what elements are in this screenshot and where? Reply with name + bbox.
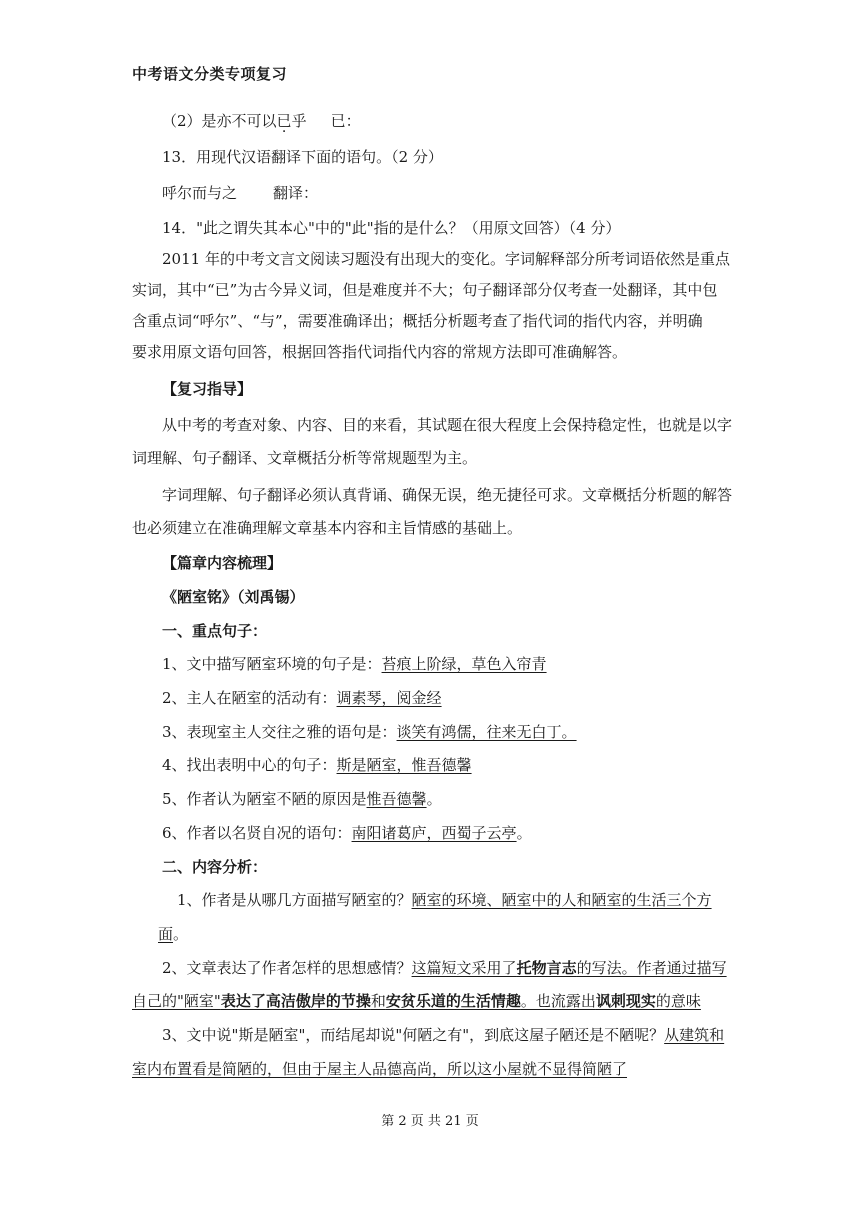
key-sentence-3: 3、表现室主人交往之雅的语句是：谈笑有鸿儒，往来无白丁。	[162, 723, 577, 741]
key-sentence-1: 1、文中描写陋室环境的句子是：苔痕上阶绿，草色入帘青	[162, 655, 547, 673]
guide-p1-line-1: 从中考的考查对象、内容、目的来看，其试题在很大程度上会保持稳定性，也就是以字	[162, 416, 733, 434]
work-title: 《陋室铭》（刘禹锡）	[162, 588, 305, 606]
content-analysis-3-line-2: 室内布置看是简陋的，但由于屋主人品德高尚，所以这小屋就不显得简陋了	[132, 1060, 628, 1078]
analysis-line-1: 2011 年的中考文言文阅读习题没有出现大的变化。字词解释部分所考词语依然是重点	[162, 250, 730, 268]
key-sentence-4: 4、找出表明中心的句子：斯是陋室，惟吾德馨	[162, 756, 472, 774]
key-sentence-2: 2、主人在陋室的活动有：调素琴，阅金经	[162, 689, 442, 707]
content-analysis-2-line-1: 2、文章表达了作者怎样的思想感情？这篇短文采用了托物言志的写法。作者通过描写	[162, 959, 727, 977]
guide-p2-line-2: 也必须建立在准确理解文章基本内容和主旨情感的基础上。	[132, 519, 523, 537]
analysis-line-3: 含重点词“呼尔”、“与”，需要准确译出；概括分析题考查了指代词的指代内容，并明确	[132, 312, 703, 330]
content-analysis-2-line-2: 自己的"陋室"表达了高洁傲岸的节操和安贫乐道的生活情趣。也流露出讽刺现实的意味	[132, 992, 701, 1010]
section-2-heading: 二、内容分析：	[162, 858, 268, 876]
analysis-line-4: 要求用原文语句回答，根据回答指代词指代内容的常规方法即可准确解答。	[132, 343, 628, 361]
section-1-heading: 一、重点句子：	[162, 622, 268, 640]
document-header: 中考语文分类专项复习	[132, 65, 288, 83]
question-14: 14．"此之谓失其本心"中的"此"指的是什么？（用原文回答）（4 分）	[162, 219, 621, 237]
analysis-line-2: 实词，其中“已”为古今异义词，但是难度并不大；句子翻译部分仅考查一处翻译，其中包	[132, 281, 718, 299]
content-analysis-3-line-1: 3、文中说"斯是陋室"，而结尾却说"何陋之有"，到底这屋子陋还是不陋呢？从建筑和	[162, 1026, 725, 1044]
question-13-line: 呼尔而与之 翻译：	[162, 184, 319, 202]
dotted-character: 已	[276, 112, 292, 130]
page-footer: 第 2 页 共 21 页	[381, 1114, 479, 1129]
key-sentence-5: 5、作者认为陋室不陋的原因是惟吾德馨。	[162, 790, 442, 808]
guide-heading: 【复习指导】	[162, 380, 253, 398]
question-13: 13．用现代汉语翻译下面的语句。（2 分）	[162, 148, 443, 166]
content-analysis-1-line-2: 面。	[158, 925, 189, 943]
outline-heading: 【篇章内容梳理】	[162, 554, 283, 572]
content-analysis-1-line-1: 1、作者是从哪几方面描写陋室的？陋室的环境、陋室中的人和陋室的生活三个方	[177, 891, 712, 909]
guide-p1-line-2: 词理解、句子翻译、文章概括分析等常规题型为主。	[132, 449, 478, 467]
question-12-2: （2）是亦不可以已乎 已：	[162, 112, 361, 130]
key-sentence-6: 6、作者以名贤自况的语句：南阳诸葛庐，西蜀子云亭。	[162, 824, 532, 842]
guide-p2-line-1: 字词理解、句子翻译必须认真背诵、确保无误，绝无捷径可求。文章概括分析题的解答	[162, 486, 733, 504]
